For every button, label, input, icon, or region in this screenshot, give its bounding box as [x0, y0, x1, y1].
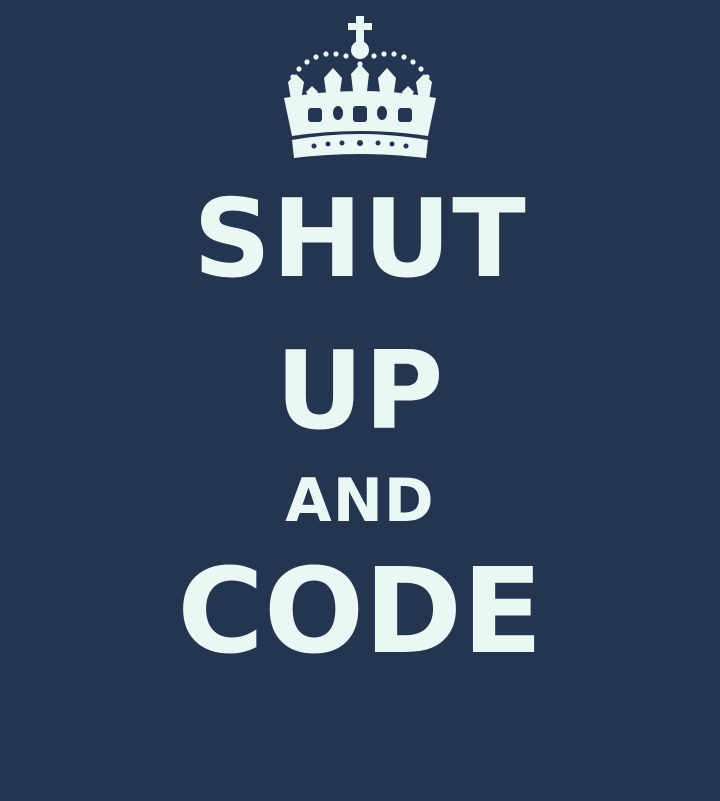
- poster-line-code: CODE: [177, 542, 543, 680]
- poster-line-and: AND: [285, 466, 435, 536]
- poster-line-up: UP: [275, 329, 445, 454]
- poster-line-shut: SHUT: [193, 177, 527, 302]
- crown-icon: [268, 12, 452, 172]
